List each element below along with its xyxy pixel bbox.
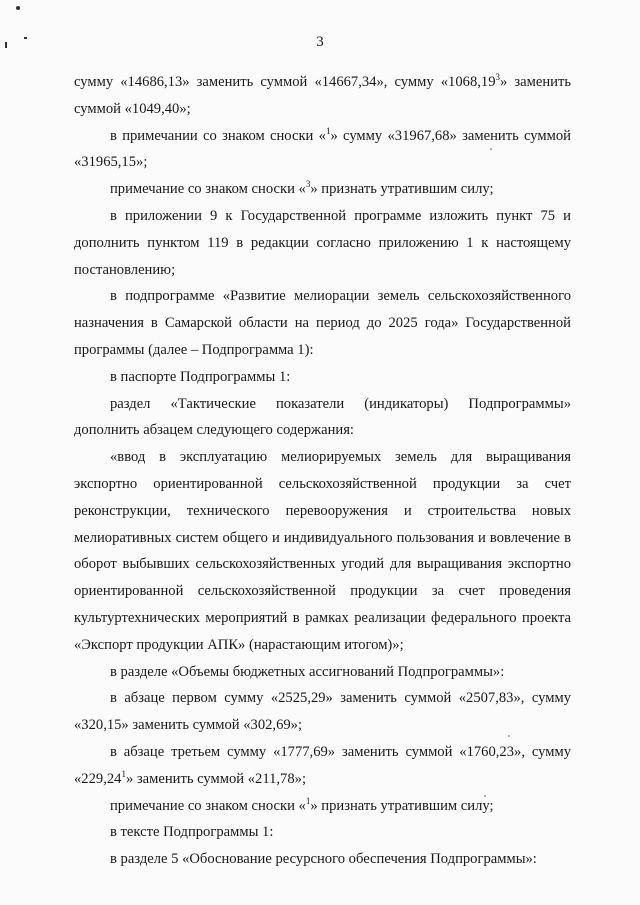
- paragraph-text: » заменить суммой «1049,40»;: [74, 74, 572, 117]
- paragraph: [74, 123, 571, 177]
- document-body: [74, 69, 571, 873]
- paragraph: [74, 659, 571, 686]
- paragraph: [74, 685, 571, 739]
- paragraph-text: » сумму «31967,68» заменить суммой «31965,15»;: [74, 127, 571, 171]
- paragraph-text: раздел «Тактические показатели (индикаторы) Подпрограммы» дополнить абзацем следующего содержания:: [74, 395, 571, 439]
- paragraph-text: в приложении 9 к Государственной программе изложить пункт 75 и дополнить пунктом 119 в редакции согласно приложению 1 к настоящему постановлению;: [74, 207, 571, 278]
- paragraph: [74, 391, 571, 445]
- paragraph: [74, 69, 571, 123]
- footnote-mark: 3: [305, 179, 311, 190]
- paragraph-text: примечание со знаком сноски «: [110, 181, 306, 198]
- paragraph-text: в паспорте Подпрограммы 1:: [110, 368, 291, 385]
- paragraph-text: в тексте Подпрограммы 1:: [110, 824, 274, 841]
- paragraph-text: » заменить суммой «211,78»;: [125, 770, 306, 787]
- paragraph-text: в абзаце первом сумму «2525,29» заменить суммой «2507,83», сумму «320,15» заменить суммой «302,69»;: [74, 690, 571, 734]
- footnote-mark: 1: [305, 795, 311, 806]
- paragraph-text: примечание со знаком сноски «: [110, 797, 306, 814]
- paragraph: [74, 176, 571, 203]
- paragraph: [74, 846, 571, 873]
- page-number: 3: [316, 34, 324, 50]
- footnote-mark: 1: [325, 125, 331, 136]
- paragraph: [74, 819, 571, 846]
- paragraph-text: в абзаце третьем сумму «1777,69» заменить суммой «1760,23», сумму «229,24: [74, 743, 571, 787]
- footnote-mark: 3: [495, 72, 500, 83]
- paragraph: [74, 364, 571, 391]
- paragraph: [74, 444, 571, 658]
- paragraph: [74, 283, 571, 363]
- scan-artifact: [16, 6, 20, 10]
- paragraph-text: в разделе 5 «Обоснование ресурсного обеспечения Подпрограммы»:: [110, 851, 537, 868]
- footnote-mark: 1: [121, 768, 126, 779]
- paragraph-text: сумму «14686,13» заменить суммой «14667,34», сумму «1068,19: [74, 74, 496, 90]
- paragraph-text: в подпрограмме «Развитие мелиорации земель сельскохозяйственного назначения в Самарской области на период до 2025 года» Государственной программы (далее – Подпрограмма 1):: [74, 288, 571, 358]
- paragraph-text: в примечании со знаком сноски «: [110, 127, 326, 144]
- paragraph: [74, 739, 571, 793]
- paragraph-text: в разделе «Объемы бюджетных ассигнований Подпрограммы»:: [110, 663, 505, 680]
- paragraph: [74, 793, 571, 820]
- paragraph-text: «ввод в эксплуатацию мелиорируемых земель для выращивания экспортно ориентированной сельскохозяйственной продукции за счет реконструкции, технического перевооружения и строительства новых мелиоративных систем общего и индивидуального пользования и вовлечение в оборот выбывших сельскохозяйственных угодий для выращивания экспортно ориентированной сельскохозяйственной продукции за счет проведения культуртехнических мероприятий в рамках реализации федерального проекта «Экспорт продукции АПК» (нарастающим итогом)»;: [74, 449, 571, 653]
- paragraph-text: » признать утратившим силу;: [310, 181, 494, 198]
- paragraph: [74, 203, 571, 283]
- paragraph-text: » признать утратившим силу;: [310, 797, 494, 814]
